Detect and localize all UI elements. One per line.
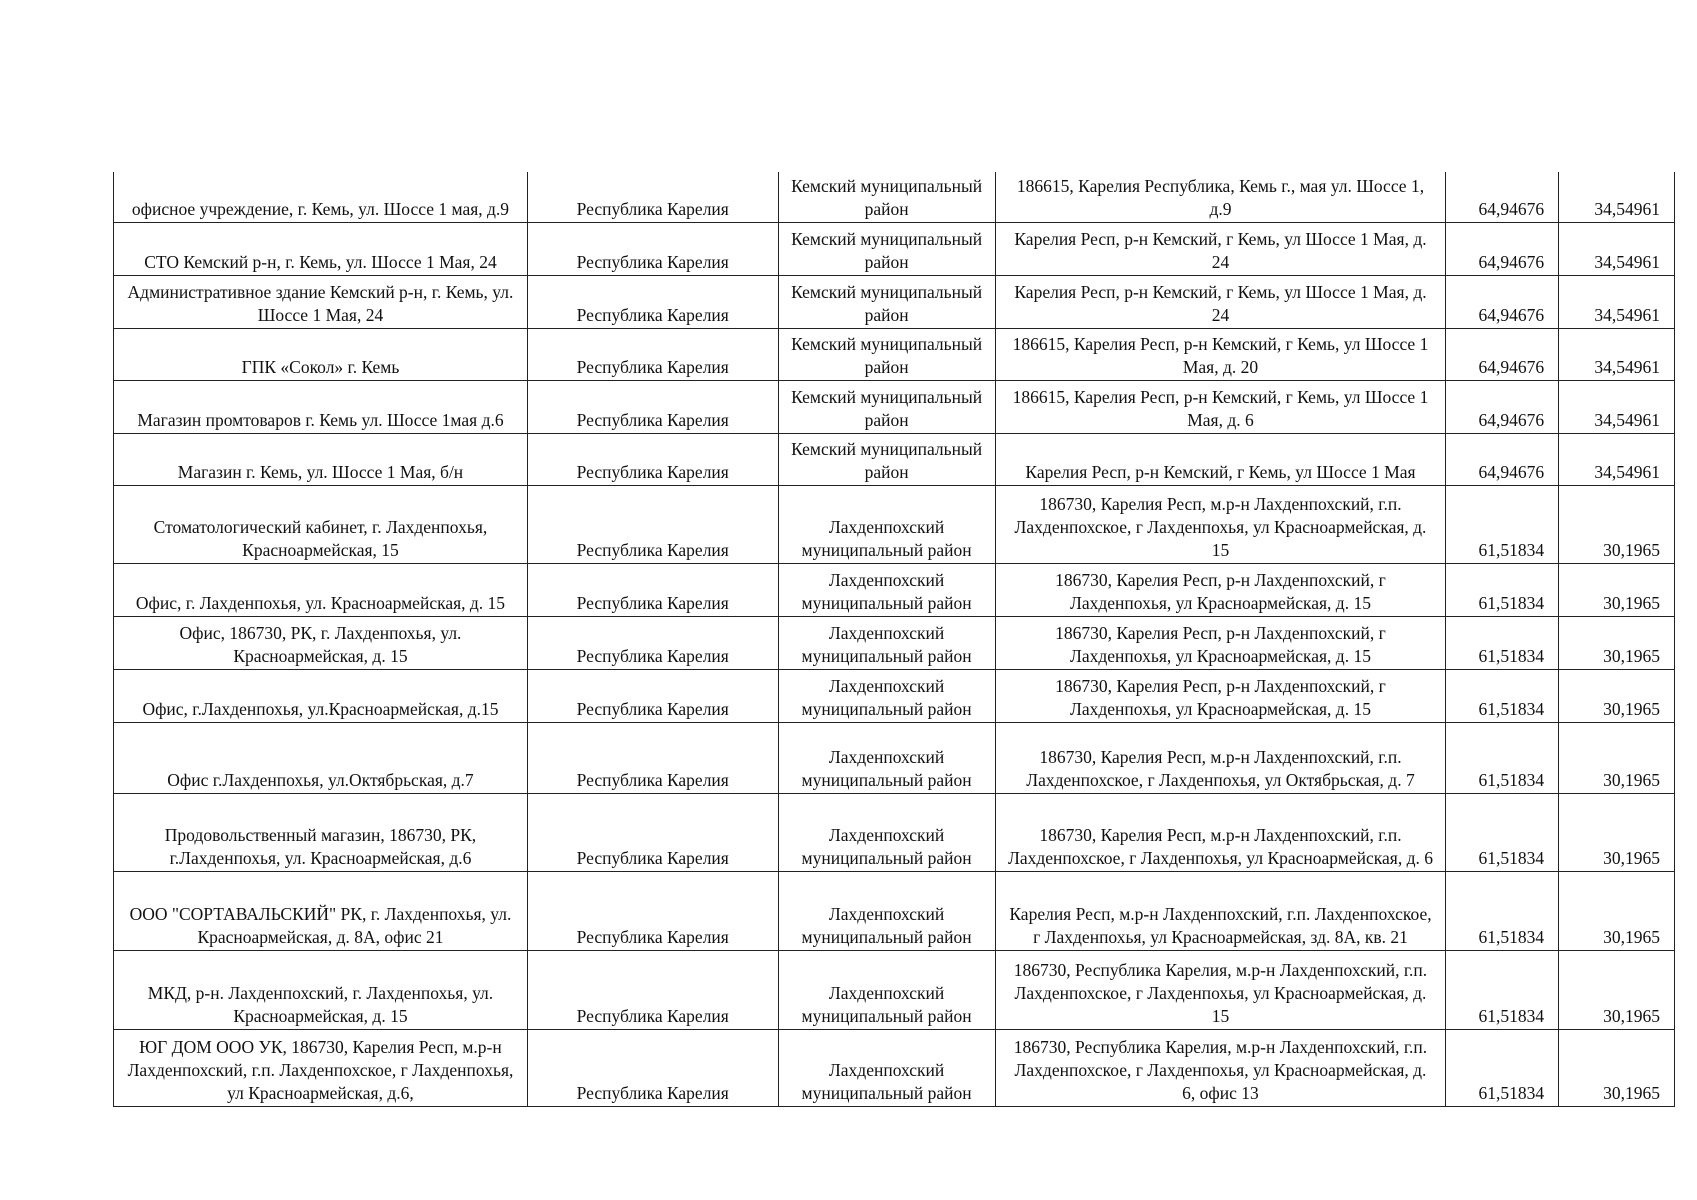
address-cell: 186730, Карелия Респ, р-н Лахденпохский, г Лахденпохья, ул Красноармейская, д. 15: [995, 616, 1446, 669]
longitude-cell: 30,1965: [1559, 793, 1675, 871]
latitude-cell: 64,94676: [1446, 433, 1559, 485]
address-cell: 186615, Карелия Респ, р-н Кемский, г Кемь, ул Шоссе 1 Мая, д. 20: [995, 328, 1446, 380]
longitude-cell: 34,54961: [1559, 328, 1675, 380]
object-name-cell: Магазин промтоваров г. Кемь ул. Шоссе 1мая д.6: [114, 380, 528, 433]
latitude-cell: 64,94676: [1446, 172, 1559, 222]
object-name-cell: офисное учреждение, г. Кемь, ул. Шоссе 1 мая, д.9: [114, 172, 528, 222]
district-cell: Лахденпохский муниципальный район: [778, 485, 995, 563]
region-cell: Республика Карелия: [527, 328, 778, 380]
object-name-cell: ГПК «Сокол» г. Кемь: [114, 328, 528, 380]
object-name-cell: Офис, 186730, РК, г. Лахденпохья, ул. Красноармейская, д. 15: [114, 616, 528, 669]
table-row: [114, 950, 1675, 1029]
region-cell: Республика Карелия: [527, 380, 778, 433]
longitude-cell: 34,54961: [1559, 172, 1675, 222]
region-cell: Республика Карелия: [527, 485, 778, 563]
address-cell: 186730, Карелия Респ, м.р-н Лахденпохский, г.п. Лахденпохское, г Лахденпохья, ул Красноармейская, д. 6: [995, 793, 1446, 871]
region-cell: Республика Карелия: [527, 793, 778, 871]
address-cell: 186730, Республика Карелия, м.р-н Лахденпохский, г.п. Лахденпохское, г Лахденпохья, ул Красноармейская, д. 15: [995, 950, 1446, 1029]
object-name-cell: Офис, г.Лахденпохья, ул.Красноармейская, д.15: [114, 669, 528, 722]
table-row: [114, 222, 1675, 275]
table-row: [114, 871, 1675, 950]
table-row: [114, 328, 1675, 380]
longitude-cell: 30,1965: [1559, 722, 1675, 793]
table-row: [114, 1029, 1675, 1106]
address-cell: 186730, Карелия Респ, м.р-н Лахденпохский, г.п. Лахденпохское, г Лахденпохья, ул Красноармейская, д. 15: [995, 485, 1446, 563]
district-cell: Кемский муниципальный район: [778, 222, 995, 275]
object-name-cell: ЮГ ДОМ ООО УК, 186730, Карелия Респ, м.р-н Лахденпохский, г.п. Лахденпохское, г Лахденпохья, ул Красноармейская, д.6,: [114, 1029, 528, 1106]
region-cell: Республика Карелия: [527, 669, 778, 722]
longitude-cell: 34,54961: [1559, 433, 1675, 485]
object-name-cell: СТО Кемский р-н, г. Кемь, ул. Шоссе 1 Мая, 24: [114, 222, 528, 275]
table-row: [114, 275, 1675, 328]
address-cell: Карелия Респ, р-н Кемский, г Кемь, ул Шоссе 1 Мая, д. 24: [995, 222, 1446, 275]
region-cell: Республика Карелия: [527, 563, 778, 616]
longitude-cell: 30,1965: [1559, 669, 1675, 722]
table-row: [114, 563, 1675, 616]
table-row: [114, 616, 1675, 669]
address-cell: 186730, Республика Карелия, м.р-н Лахденпохский, г.п. Лахденпохское, г Лахденпохья, ул Красноармейская, д. 6, офис 13: [995, 1029, 1446, 1106]
region-cell: Республика Карелия: [527, 275, 778, 328]
region-cell: Республика Карелия: [527, 1029, 778, 1106]
region-cell: Республика Карелия: [527, 871, 778, 950]
object-name-cell: Продовольственный магазин, 186730, РК, г.Лахденпохья, ул. Красноармейская, д.6: [114, 793, 528, 871]
district-cell: Кемский муниципальный район: [778, 433, 995, 485]
longitude-cell: 34,54961: [1559, 222, 1675, 275]
district-cell: Лахденпохский муниципальный район: [778, 793, 995, 871]
district-cell: Лахденпохский муниципальный район: [778, 563, 995, 616]
district-cell: Лахденпохский муниципальный район: [778, 669, 995, 722]
region-cell: Республика Карелия: [527, 433, 778, 485]
table-row: [114, 485, 1675, 563]
district-cell: Лахденпохский муниципальный район: [778, 722, 995, 793]
longitude-cell: 34,54961: [1559, 380, 1675, 433]
region-cell: Республика Карелия: [527, 722, 778, 793]
table-row: [114, 793, 1675, 871]
longitude-cell: 34,54961: [1559, 275, 1675, 328]
latitude-cell: 61,51834: [1446, 563, 1559, 616]
object-name-cell: МКД, р-н. Лахденпохский, г. Лахденпохья, ул. Красноармейская, д. 15: [114, 950, 528, 1029]
latitude-cell: 61,51834: [1446, 669, 1559, 722]
table-row: [114, 669, 1675, 722]
object-name-cell: Магазин г. Кемь, ул. Шоссе 1 Мая, б/н: [114, 433, 528, 485]
latitude-cell: 64,94676: [1446, 380, 1559, 433]
latitude-cell: 61,51834: [1446, 616, 1559, 669]
object-name-cell: ООО "СОРТАВАЛЬСКИЙ" РК, г. Лахденпохья, ул. Красноармейская, д. 8А, офис 21: [114, 871, 528, 950]
longitude-cell: 30,1965: [1559, 563, 1675, 616]
object-name-cell: Офис г.Лахденпохья, ул.Октябрьская, д.7: [114, 722, 528, 793]
longitude-cell: 30,1965: [1559, 616, 1675, 669]
latitude-cell: 61,51834: [1446, 871, 1559, 950]
table-row: [114, 433, 1675, 485]
object-name-cell: Административное здание Кемский р-н, г. Кемь, ул. Шоссе 1 Мая, 24: [114, 275, 528, 328]
address-cell: 186615, Карелия Респ, р-н Кемский, г Кемь, ул Шоссе 1 Мая, д. 6: [995, 380, 1446, 433]
latitude-cell: 64,94676: [1446, 275, 1559, 328]
latitude-cell: 61,51834: [1446, 485, 1559, 563]
address-cell: Карелия Респ, м.р-н Лахденпохский, г.п. Лахденпохское, г Лахденпохья, ул Красноармейская, зд. 8А, кв. 21: [995, 871, 1446, 950]
district-cell: Лахденпохский муниципальный район: [778, 616, 995, 669]
data-table: [113, 172, 1675, 1107]
address-cell: 186730, Карелия Респ, р-н Лахденпохский, г Лахденпохья, ул Красноармейская, д. 15: [995, 563, 1446, 616]
address-cell: Карелия Респ, р-н Кемский, г Кемь, ул Шоссе 1 Мая, д. 24: [995, 275, 1446, 328]
district-cell: Кемский муниципальный район: [778, 172, 995, 222]
address-cell: 186615, Карелия Республика, Кемь г., мая ул. Шоссе 1, д.9: [995, 172, 1446, 222]
table-row: [114, 722, 1675, 793]
longitude-cell: 30,1965: [1559, 485, 1675, 563]
region-cell: Республика Карелия: [527, 172, 778, 222]
district-cell: Лахденпохский муниципальный район: [778, 1029, 995, 1106]
latitude-cell: 61,51834: [1446, 722, 1559, 793]
region-cell: Республика Карелия: [527, 222, 778, 275]
latitude-cell: 61,51834: [1446, 950, 1559, 1029]
longitude-cell: 30,1965: [1559, 871, 1675, 950]
district-cell: Кемский муниципальный район: [778, 380, 995, 433]
object-name-cell: Офис, г. Лахденпохья, ул. Красноармейская, д. 15: [114, 563, 528, 616]
address-cell: Карелия Респ, р-н Кемский, г Кемь, ул Шоссе 1 Мая: [995, 433, 1446, 485]
district-cell: Лахденпохский муниципальный район: [778, 871, 995, 950]
table-row: [114, 172, 1675, 222]
latitude-cell: 61,51834: [1446, 793, 1559, 871]
latitude-cell: 61,51834: [1446, 1029, 1559, 1106]
district-cell: Кемский муниципальный район: [778, 275, 995, 328]
district-cell: Лахденпохский муниципальный район: [778, 950, 995, 1029]
object-name-cell: Стоматологический кабинет, г. Лахденпохья, Красноармейская, 15: [114, 485, 528, 563]
latitude-cell: 64,94676: [1446, 222, 1559, 275]
address-cell: 186730, Карелия Респ, м.р-н Лахденпохский, г.п. Лахденпохское, г Лахденпохья, ул Октябрьская, д. 7: [995, 722, 1446, 793]
latitude-cell: 64,94676: [1446, 328, 1559, 380]
region-cell: Республика Карелия: [527, 950, 778, 1029]
address-cell: 186730, Карелия Респ, р-н Лахденпохский, г Лахденпохья, ул Красноармейская, д. 15: [995, 669, 1446, 722]
longitude-cell: 30,1965: [1559, 950, 1675, 1029]
longitude-cell: 30,1965: [1559, 1029, 1675, 1106]
table-row: [114, 380, 1675, 433]
district-cell: Кемский муниципальный район: [778, 328, 995, 380]
region-cell: Республика Карелия: [527, 616, 778, 669]
